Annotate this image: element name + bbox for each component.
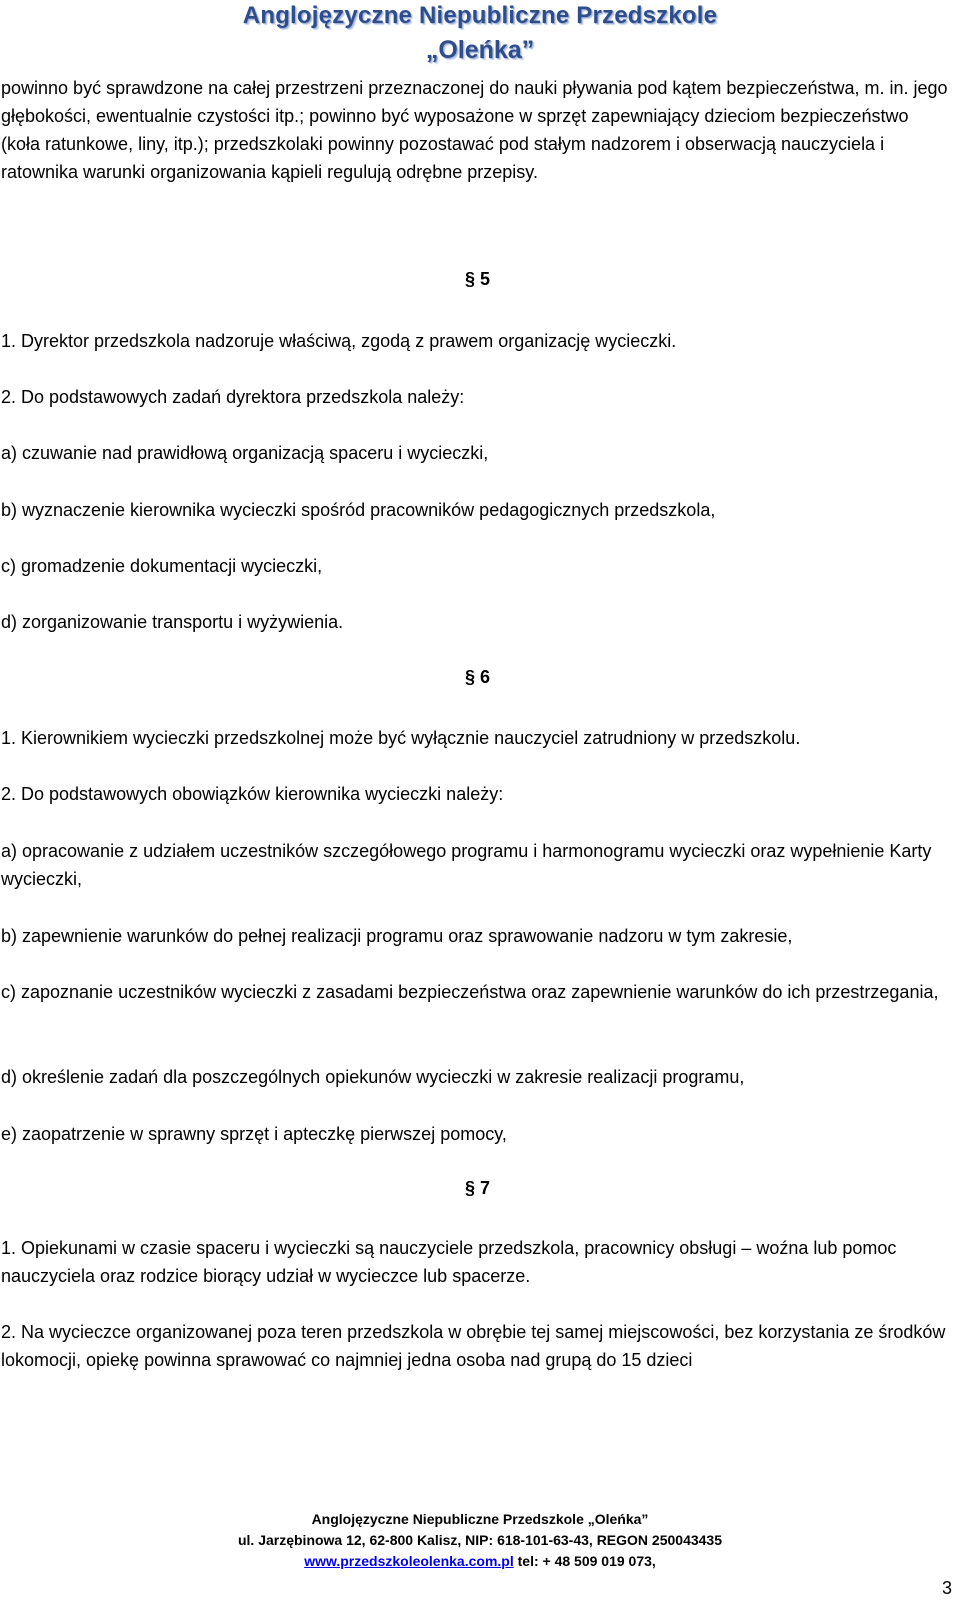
footer-contact — [0, 1553, 960, 1569]
list-item-6-d: d) określenie zadań dla poszczególnych opiekunów wycieczki w zakresie realizacji programu, — [1, 1067, 745, 1087]
paragraph-5-1: 1. Dyrektor przedszkola nadzoruje właściwą, zgodą z prawem organizację wycieczki. — [1, 331, 677, 351]
footer-phone: tel: + 48 509 019 073, — [513, 1553, 656, 1569]
footer-address: ul. Jarzębinowa 12, 62-800 Kalisz, NIP: 618-101-63-43, REGON 250043435 — [237, 1532, 723, 1548]
list-item-6-a: a) opracowanie z udziałem uczestników szczegółowego programu i harmonogramu wycieczki oraz wypełnienie Karty wycieczki, — [1, 841, 932, 889]
section-heading-6: § 6 — [465, 667, 491, 687]
list-item-6-b: b) zapewnienie warunków do pełnej realizacji programu oraz sprawowanie nadzoru w tym zakresie, — [1, 926, 793, 946]
list-item-5-c: c) gromadzenie dokumentacji wycieczki, — [1, 556, 323, 576]
list-item-5-b: b) wyznaczenie kierownika wycieczki spośród pracowników pedagogicznych przedszkola, — [1, 500, 716, 520]
paragraph-7-1: 1. Opiekunami w czasie spaceru i wycieczki są nauczyciele przedszkola, pracownicy obsługi – woźna lub pomoc nauczyciela oraz rodzice biorący udział w wycieczce lub spacerze. — [1, 1238, 897, 1286]
list-item-6-e: e) zaopatrzenie w sprawny sprzęt i apteczkę pierwszej pomocy, — [1, 1124, 507, 1144]
list-item-5-d: d) zorganizowanie transportu i wyżywienia. — [1, 612, 344, 632]
paragraph-5-2: 2. Do podstawowych zadań dyrektora przedszkola należy: — [1, 387, 465, 407]
list-item-6-c: c) zapoznanie uczestników wycieczki z zasadami bezpieczeństwa oraz zapewnienie warunków do ich przestrzegania, — [1, 982, 939, 1002]
paragraph-6-1: 1. Kierownikiem wycieczki przedszkolnej może być wyłącznie nauczyciel zatrudniony w przedszkolu. — [1, 728, 801, 748]
header-title: Anglojęzyczne Niepubliczne Przedszkole — [242, 2, 718, 29]
section-heading-7: § 7 — [465, 1178, 491, 1198]
list-item-5-a: a) czuwanie nad prawidłową organizacją spaceru i wycieczki, — [1, 443, 489, 463]
section-heading-5: § 5 — [465, 269, 491, 289]
header-subtitle: „Oleńka” — [425, 36, 535, 64]
footer-institution-name: Anglojęzyczne Niepubliczne Przedszkole „Oleńka” — [311, 1511, 649, 1527]
paragraph-swimming-rules: powinno być sprawdzone na całej przestrzeni przeznaczonej do nauki pływania pod kątem bezpieczeństwa, m. in. jego głębokości, ewentualnie czystości itp.; powinno być wyposażone w sprzęt zapewniający dzieciom bezpieczeństwo (koła ratunkowe, liny, itp.); przedszkolaki powinny pozostawać pod stałym nadzorem i obserwacją nauczyciela i ratownika warunki organizowania kąpieli regulują odrębne przepisy. — [1, 78, 948, 182]
paragraph-6-2: 2. Do podstawowych obowiązków kierownika wycieczki należy: — [1, 784, 504, 804]
page-number: 3 — [942, 1578, 953, 1598]
paragraph-7-2: 2. Na wycieczce organizowanej poza teren przedszkola w obrębie tej samej miejscowości, bez korzystania ze środków lokomocji, opiekę powinna sprawować co najmniej jedna osoba nad grupą do 15 dzieci — [1, 1322, 946, 1370]
website-link[interactable]: www.przedszkoleolenka.com.pl — [304, 1553, 514, 1569]
